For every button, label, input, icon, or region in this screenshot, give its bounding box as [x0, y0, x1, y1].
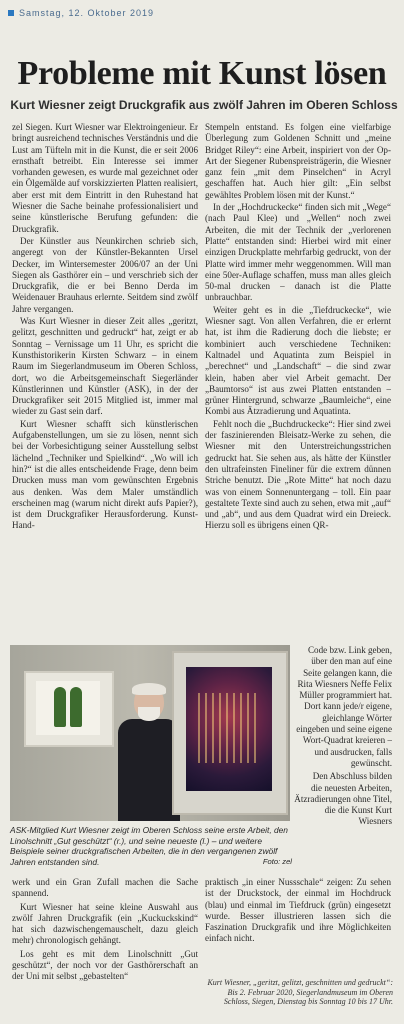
- paragraph: Den Abschluss bilden die neuesten Arbeiten, Ätzradierungen ohne Titel, die die Kunst Kurt Wiesners: [294, 771, 392, 827]
- photo-caption: [10, 825, 292, 867]
- photo-credit: Foto: zel: [262, 856, 292, 866]
- paragraph: Fehlt noch die „Buchdruckecke“: Hier sind zwei der faszinierenden Bleisatz-Werke zu sehen, die Wiesner mit den Unterstreichungsstrichen gedruckt hat. Sie sehen aus, als hätte der Künstler den ultrafeinsten Fineliner für die extrem dünnen Striche benutzt. Die „Rote Mitte“ hat noch dazu was von einem Sonnenuntergang – toll. Ein paar gestaltete Texte sind auch zu sehen, etwa mit „auf“ und „ab“, und aus dem Quadrat wird ein Dreieck. Hierzu soll es übrigens einen QR-: [205, 418, 391, 531]
- issue-date: Samstag, 12. Oktober 2019: [19, 8, 155, 18]
- right-column: [205, 122, 391, 642]
- paragraph: Code bzw. Link geben, über den man auf eine Seite gelangen kann, die Rita Wiesners Neffe Felix Müller programmiert hat. Dort kann jede/r eigene, gleichlange Wörter eingeben und seine eigene Wort-Quadrat kreieren – und ausdrucken, falls gewünscht.: [296, 645, 392, 768]
- tree-shape: [54, 687, 66, 727]
- square-marker-icon: [8, 10, 14, 16]
- paragraph: In der „Hochdruckecke“ finden sich mit „Wege“ (nach Paul Klee) und „Wellen“ noch zwei Arbeiten, die mit der Technik der „verlorenen Platte“ entstanden sind: Hierbei wird mit einer einzigen Druckplatte mehrfarbig gedruckt, von der Platte wird immer mehr weggenommen. Will man eine 50er-Auflage schaffen, muss man alles gleich 50-mal drucken – danach ist die Platte unbrauchbar.: [205, 202, 391, 303]
- artist-figure: [118, 685, 180, 821]
- paragraph: Stempeln entstand. Es folgen eine vielfarbige Überlegung zum Goldenen Schnitt und „meine Bridget Riley“: eine Arbeit, inspiriert von der Op-Art der Siegener Rubenspreisträgerin, die Wiesner ganz fein „mit dem Pinselchen“ in Acryl geschaffen hat. Auch hier gilt: „Ein selbst gewähltes Problem lösen mit der Kunst.“: [205, 122, 391, 200]
- paragraph: Der Künstler aus Neunkirchen schrieb sich, angeregt von der Künstler-Bekannten Ursel Decker, im Wintersemester 2006/07 an der Uni Siegen als Gasthörer ein – und verschrieb sich der Druckgrafik, die er bei Benno Derda im Weidenauer Brauhaus erlernte. Seitdem sind zwölf Jahre vergangen.: [12, 235, 198, 314]
- dateline: [8, 8, 154, 18]
- paragraph: werk und ein Gran Zufall machen die Sache spannend.: [12, 877, 198, 899]
- paragraph: Kurt Wiesner schafft sich künstlerischen Aufgabenstellungen, um sie zu lösen, nennt sich bei der Vorbesichtigung seiner Ausstellung selbst lächelnd „Techniker und Spielkind“. „Wo will ich hin?“ ist die alles entscheidende Frage, denn beim Drucken muss man vom gewünschten Ergebnis aus denken. Was dem Maler umständlich erscheinen mag (warum nicht direkt aufs Papier?), ist dem Druckgrafiker Herausforderung. Kunst-Hand-: [12, 418, 198, 531]
- bottom-left-column: [12, 877, 198, 1017]
- paragraph: Was Kurt Wiesner in dieser Zeit alles „geritzt, gelitzt, geschnitten und gedruckt“ hat, zeigt er ab Sonntag – Vernissage um 11 Uhr, es spricht die Kunsthistorikerin Kirsten Schwarz – in einem Raum im Siegerlandmuseum im Oberen Schloss, dort, wo die Arbeitsgemeinschaft Siegerländer Künstlerinnen und Künstler (ASK), in der der Druckgrafiker seit 2015 Mitglied ist, immer mal wieder zu Gast sein darf.: [12, 316, 198, 417]
- bottom-right-column: [205, 877, 391, 947]
- tree-shape: [70, 687, 82, 727]
- paragraph: praktisch „in einer Nussschale“ zeigen: Zu sehen ist der Druckstock, der einmal im Hochdruck (blau) und einmal im Tiefdruck (grün) eingesetzt wurde. Besser illustrieren lassen sich die Faszination Druckgrafik und ihre Möglichkeiten einfach nicht.: [205, 877, 391, 944]
- framed-artwork-large: [172, 651, 288, 815]
- paragraph: Weiter geht es in die „Tiefdruckecke“, wie Wiesner sagt. Von allen Verfahren, die er erlernt hat, ist ihm die Radierung doch die liebste; er kombiniert auch verschiedene Techniken: Kaltnadel und Aquatinta zum Beispiel in „berechnet“ und „Landschaft“ – die sind zwar klein, haben aber viel Arbeit gemacht. Der „Baumtorso“ ist aus zwei Platten entstanden – grüner Hintergrund, schwarze „Baumleiche“, eine Kombi aus Ätzradierung und Aquatinta.: [205, 304, 391, 417]
- artist-hair: [132, 683, 166, 695]
- caption-text: ASK-Mitglied Kurt Wiesner zeigt im Oberen Schloss seine erste Arbeit, den Linolschnitt „Gut geschützt“ (r.), und seine neueste (l.) – und weitere Beispiele seiner druckgrafischen Arbeiten, die in den vergangenen zwölf Jahren entstanden sind.: [10, 825, 288, 867]
- artwork-pattern: [198, 693, 260, 763]
- artist-body: [118, 719, 180, 821]
- photo-wrap-text: [294, 645, 392, 877]
- exhibition-info: Kurt Wiesner, „geritzt, gelitzt, geschnitten und gedruckt“: Bis 2. Februar 2020, Siegerlandmuseum im Oberen Schloss, Siegen, Dienstag bis Sonntag 10 bis 17 Uhr.: [207, 978, 393, 1007]
- artist-beard: [138, 707, 160, 721]
- article-photo: [10, 645, 290, 821]
- article-subhead: Kurt Wiesner zeigt Druckgrafik aus zwölf Jahren im Oberen Schloss: [10, 98, 398, 112]
- artwork-canvas: [36, 681, 100, 735]
- paragraph: zel Siegen. Kurt Wiesner war Elektroingenieur. Er bringt ausreichend technisches Verständnis und die Lust am Tüfteln mit in die Kunst, die er seit 2006 ernsthaft betreibt. Ein Interesse sei immer vorhanden gewesen, es wurde mal gezeichnet oder ein Ölgemälde auf vorskizzierten Platten realisiert, aber erst mit dem Eintritt in den Ruhestand hat Wiesner die Sache beinahe professionalisiert und seine künstlerische Berufung gefunden: die Druckgrafik.: [12, 122, 198, 234]
- article-headline: Probleme mit Kunst lösen: [17, 55, 387, 92]
- paragraph: Los geht es mit dem Linolschnitt „Gut geschützt“, der noch vor der Gasthörerschaft an der Uni mit selbst „gebastelten“: [12, 948, 198, 982]
- framed-artwork-small: [24, 671, 114, 747]
- paragraph: Kurt Wiesner hat seine kleine Auswahl aus zwölf Jahren Druckgrafik (ein „Kuckuckskind“ hat sich dazwischengemauschelt, dazu gleich mehr) chronologisch gehängt.: [12, 901, 198, 946]
- left-column: [12, 122, 198, 642]
